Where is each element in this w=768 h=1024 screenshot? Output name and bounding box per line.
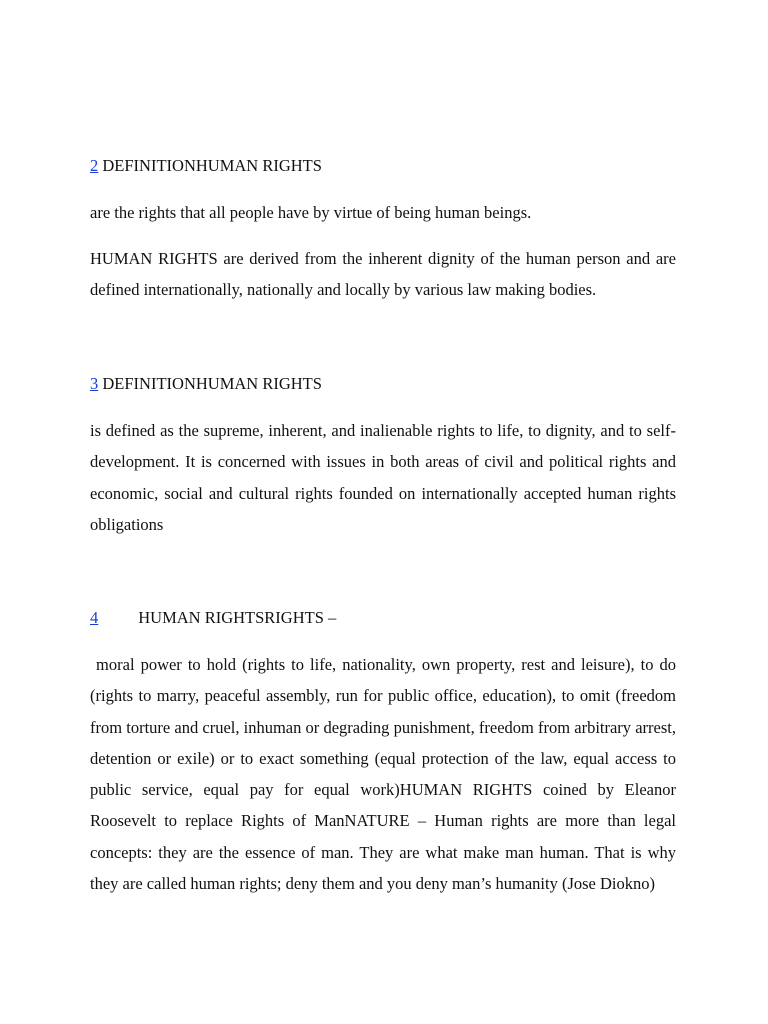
section-number-link-3[interactable]: 3 <box>90 374 99 393</box>
section-4-paragraph-1: moral power to hold (rights to life, nationality, own property, rest and leisure), to do (rights to marry, peaceful assembly, run for public office, education), to omit (freedom from torture and cruel, inhuman or degrading punishment, freedom from arbitrary arrest, detention or exile) or to exact something (equal protection of the law, equal access to public service, equal pay for equal work)HUMAN RIGHTS coined by Eleanor Roosevelt to replace Rights of ManNATURE – Human rights are more than legal concepts: they are the essence of man. They are what make man human. That is why they are called human rights; deny them and you deny man’s humanity (Jose Diokno) <box>90 655 681 894</box>
section-number-link-4[interactable]: 4 <box>90 608 99 627</box>
section-2-paragraph-1: are the rights that all people have by virtue of being human beings. <box>90 203 532 222</box>
section-number-link-2[interactable]: 2 <box>90 156 99 175</box>
section-heading-4 <box>90 607 336 629</box>
section-2-paragraph-2: HUMAN RIGHTS are derived from the inherent dignity of the human person and are defined internationally, nationally and locally by various law making bodies. <box>90 249 676 300</box>
section-title-4: HUMAN RIGHTSRIGHTS – <box>138 608 337 627</box>
section-title-2: DEFINITIONHUMAN RIGHTS <box>102 156 322 175</box>
section-title-3: DEFINITIONHUMAN RIGHTS <box>102 374 322 393</box>
section-heading-3 <box>90 373 322 395</box>
section-heading-2 <box>90 155 322 177</box>
section-3-paragraph-1: is defined as the supreme, inherent, and inalienable rights to life, to dignity, and to self-development. It is concerned with issues in both areas of civil and political rights and economic, social and cultural rights founded on internationally accepted human rights obligations <box>90 421 676 534</box>
